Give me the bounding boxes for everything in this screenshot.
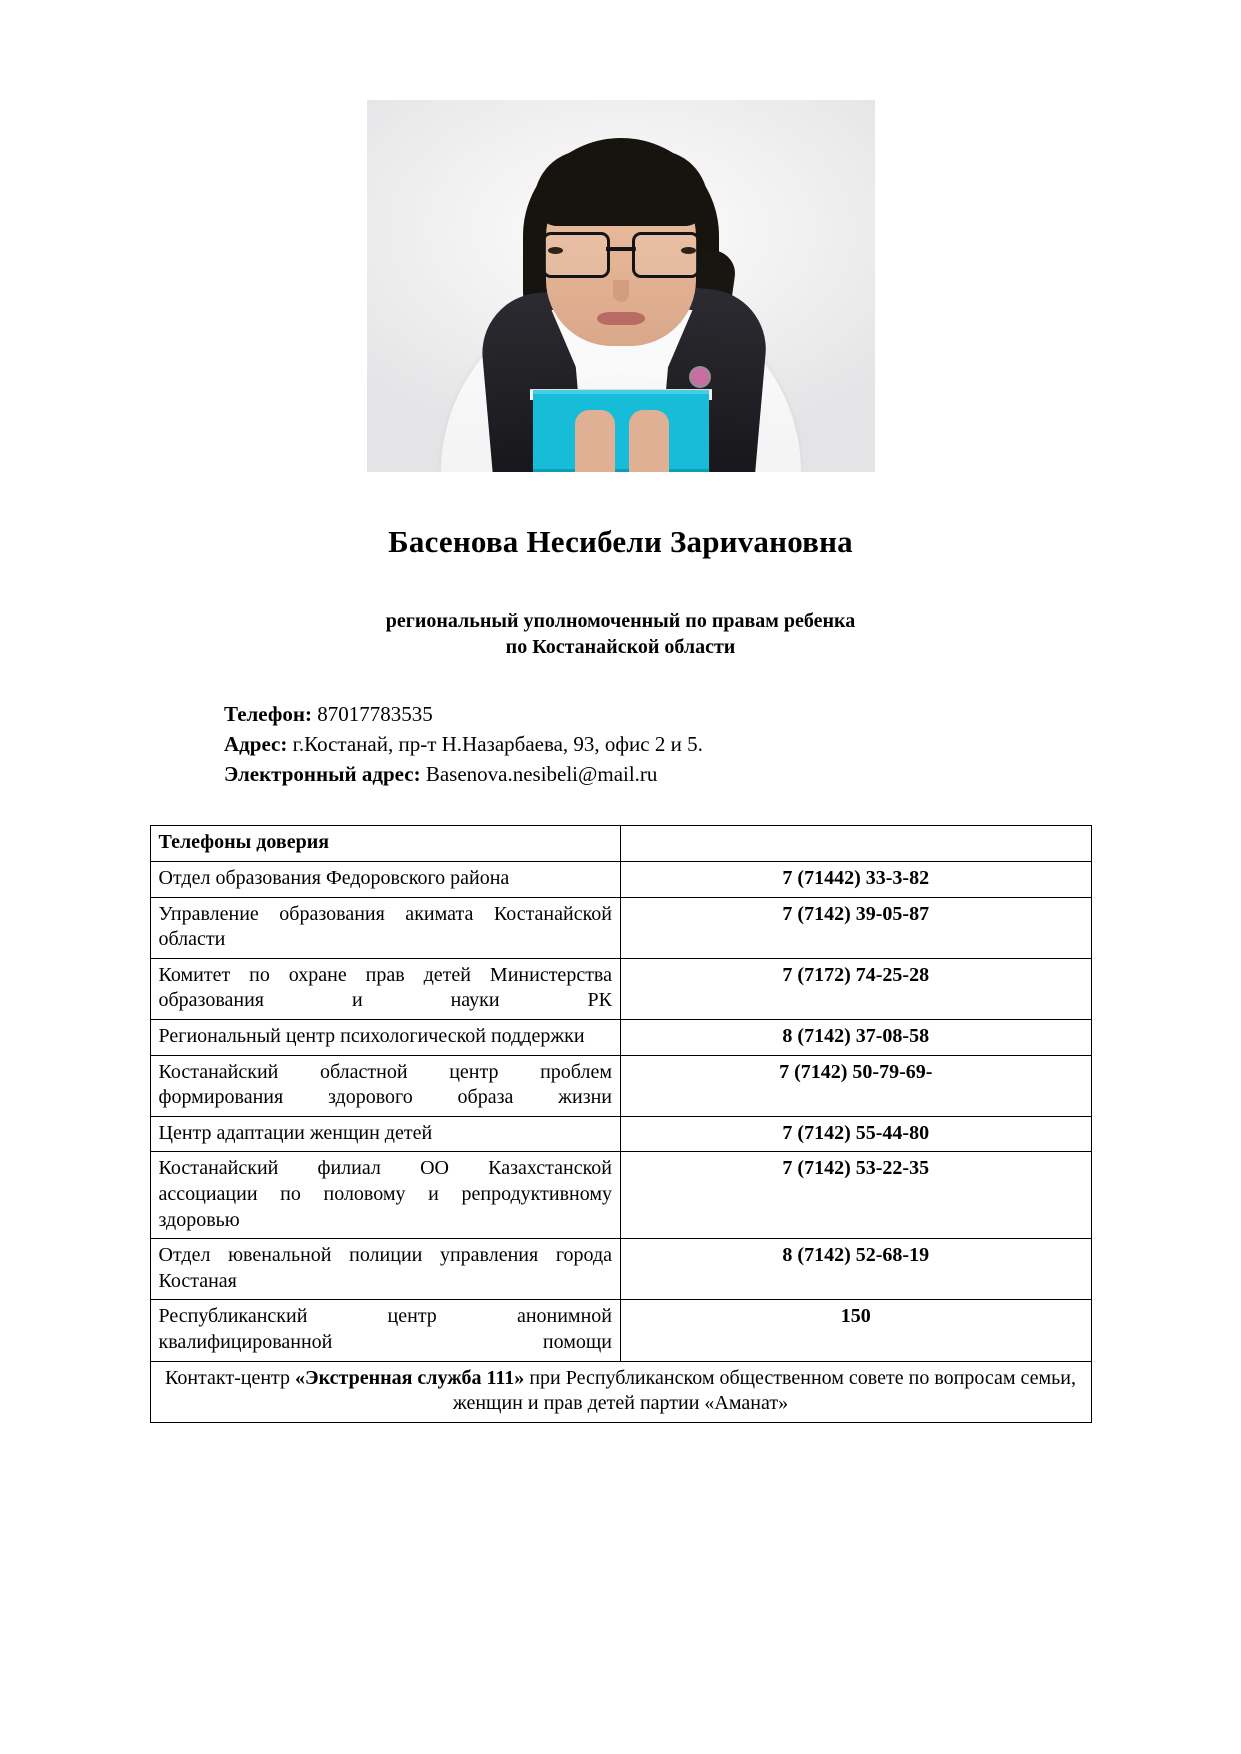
helpline-org-name: Комитет по охране прав детей Министерства образования и науки РК (150, 958, 621, 1019)
helpline-table-title-blank (621, 826, 1092, 862)
helpline-phone-number: 7 (7142) 50-79-69- (621, 1055, 1092, 1116)
helpline-org-name: Региональный центр психологической поддержки (150, 1020, 621, 1056)
contact-phone-label: Телефон: (224, 702, 313, 726)
helpline-org-name: Отдел ювенальной полиции управления города Костаная (150, 1239, 621, 1300)
table-row (150, 1055, 1091, 1116)
contact-phone-value: 87017783535 (312, 702, 433, 726)
helpline-phone-number: 8 (7142) 37-08-58 (621, 1020, 1092, 1056)
mouth-shape (597, 312, 645, 325)
contact-email-line (224, 760, 1241, 790)
helpline-org-name: Республиканский центр анонимной квалифицированной помощи (150, 1300, 621, 1361)
helpline-phone-number: 7 (7142) 55-44-80 (621, 1116, 1092, 1152)
helpline-org-name: Костанайский филиал ОО Казахстанской ассоциации по половому и репродуктивному здоровью (150, 1152, 621, 1239)
contact-email-label: Электронный адрес: (224, 761, 421, 786)
helpline-table-body (150, 826, 1091, 1422)
footer-suffix: при Республиканском общественном совете по вопросам семьи, женщин и прав детей партии «Аманат» (452, 1366, 1076, 1415)
contact-address-line (224, 730, 1241, 760)
table-row (150, 1239, 1091, 1300)
contact-block (224, 700, 1241, 789)
table-title-row (150, 826, 1091, 862)
helpline-phone-number: 7 (71442) 33-3-82 (621, 862, 1092, 898)
helpline-org-name: Центр адаптации женщин детей (150, 1116, 621, 1152)
footer-bold: «Экстренная служба 111» (295, 1366, 525, 1389)
eye-right (681, 247, 696, 254)
fringe-shape (534, 150, 708, 226)
hand-left (575, 410, 615, 472)
helpline-org-name: Управление образования акимата Костанайской области (150, 897, 621, 958)
contact-address-label: Адрес: (224, 731, 288, 756)
person-role-line2: по Костанайской области (505, 636, 736, 658)
teal-folder (533, 390, 709, 472)
contact-address-value: г.Костанай, пр-т Н.Назарбаева, 93, офис 2 и 5. (287, 731, 703, 756)
person-role (0, 608, 1241, 660)
footer-prefix: Контакт-центр (165, 1366, 296, 1389)
helpline-phone-number: 7 (7142) 53-22-35 (621, 1152, 1092, 1239)
table-row (150, 1116, 1091, 1152)
glasses-lens-right (632, 232, 700, 278)
table-footer-row (150, 1361, 1091, 1422)
glasses-lens-left (542, 232, 610, 278)
contact-phone-line (224, 700, 1241, 730)
helpline-table-title: Телефоны доверия (150, 826, 621, 862)
helpline-table (150, 825, 1092, 1422)
helpline-phone-number: 7 (7172) 74-25-28 (621, 958, 1092, 1019)
helpline-org-name: Отдел образования Федоровского района (150, 862, 621, 898)
nose-shape (613, 280, 629, 302)
person-role-line1: региональный уполномоченный по правам ребенка (385, 610, 856, 632)
brooch-icon (691, 368, 709, 386)
hand-right (629, 410, 669, 472)
person-name: Басенова Несибели Зариvановна (388, 524, 853, 559)
table-row (150, 958, 1091, 1019)
helpline-phone-number: 7 (7142) 39-05-87 (621, 897, 1092, 958)
portrait-photo-container (0, 0, 1241, 472)
contact-email-value: Basenova.nesibeli@mail.ru (420, 761, 658, 786)
helpline-phone-number: 150 (621, 1300, 1092, 1361)
table-row (150, 862, 1091, 898)
helpline-footer-note (150, 1361, 1091, 1422)
helpline-table-container (150, 825, 1092, 1422)
eye-left (548, 247, 563, 254)
helpline-org-name: Костанайский областной центр проблем формирования здорового образа жизни (150, 1055, 621, 1116)
glasses-icon (542, 232, 700, 274)
table-row (150, 1300, 1091, 1361)
table-row (150, 1020, 1091, 1056)
portrait-photo (367, 100, 875, 472)
table-row (150, 1152, 1091, 1239)
helpline-phone-number: 8 (7142) 52-68-19 (621, 1239, 1092, 1300)
table-row (150, 897, 1091, 958)
